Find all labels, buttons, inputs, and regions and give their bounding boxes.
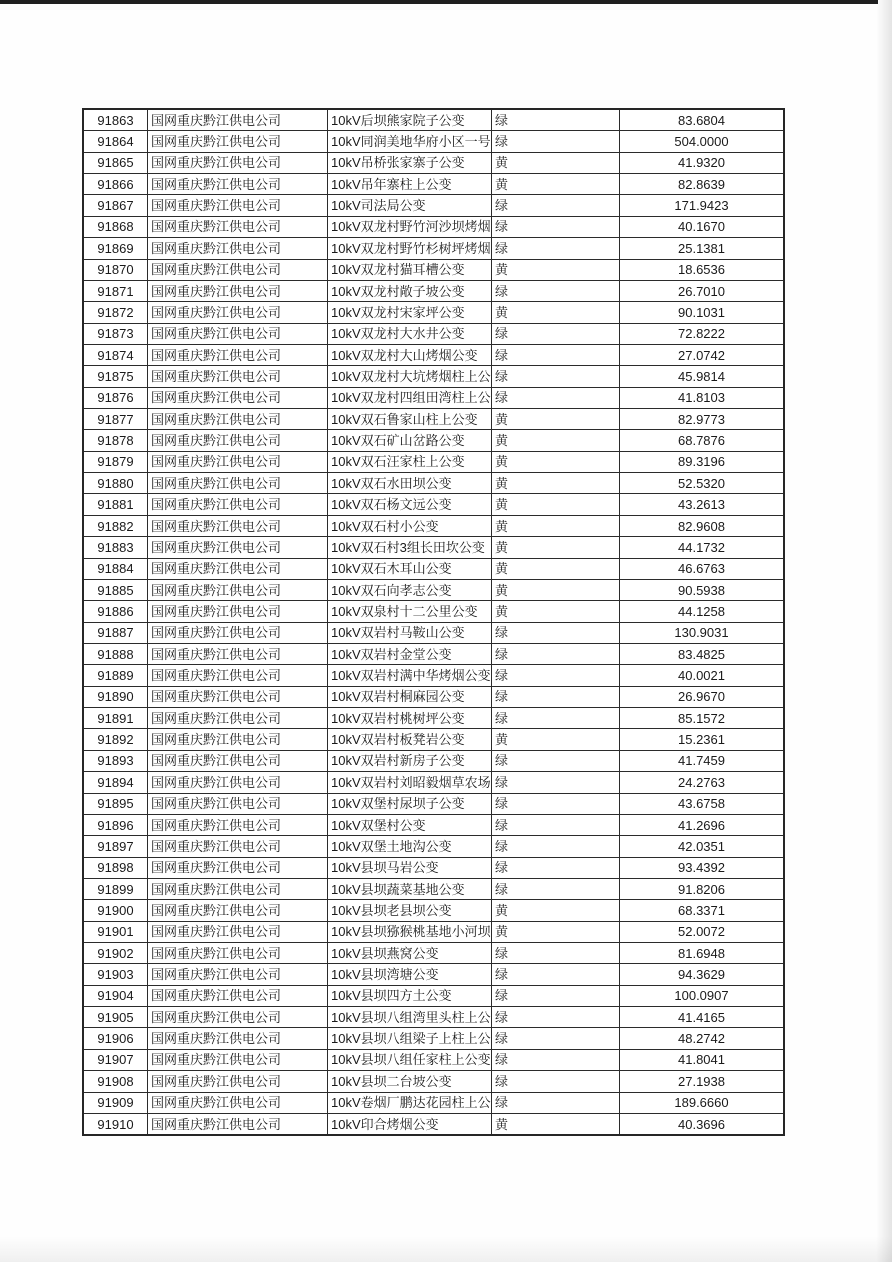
cell-metric-value: 83.4825 <box>678 646 725 662</box>
cell-company-name: 国网重庆黔江供电公司 <box>148 260 328 280</box>
cell-metric-value: 130.9031 <box>674 625 729 641</box>
cell-station-name: 10kV双龙村大坑烤烟柱上公 <box>328 366 492 386</box>
table-row <box>84 302 783 323</box>
table-row <box>84 1028 783 1049</box>
cell-row-id: 91900 <box>84 900 148 920</box>
cell-status-color: 绿 <box>492 366 620 386</box>
cell-metric-value: 40.3696 <box>678 1116 725 1132</box>
table-row <box>84 751 783 772</box>
table-row <box>84 964 783 985</box>
cell-metric-value: 82.9773 <box>678 411 725 427</box>
cell-row-id: 91874 <box>84 345 148 365</box>
table-row <box>84 815 783 836</box>
cell-row-id: 91880 <box>84 473 148 493</box>
table-row <box>84 1071 783 1092</box>
cell-company-name: 国网重庆黔江供电公司 <box>148 794 328 814</box>
cell-metric-value: 85.1572 <box>678 710 725 726</box>
cell-status-color: 绿 <box>492 943 620 963</box>
cell-metric-value: 83.6804 <box>678 112 725 128</box>
cell-station-name: 10kV双龙村大山烤烟公变 <box>328 345 492 365</box>
cell-row-id: 91901 <box>84 922 148 942</box>
cell-station-name: 10kV双堡村公变 <box>328 815 492 835</box>
cell-station-name: 10kV双龙村大水井公变 <box>328 324 492 344</box>
cell-metric-value: 48.2742 <box>678 1031 725 1047</box>
cell-row-id: 91894 <box>84 772 148 792</box>
cell-row-id: 91905 <box>84 1007 148 1027</box>
cell-row-id: 91882 <box>84 516 148 536</box>
cell-metric-value: 91.8206 <box>678 881 725 897</box>
cell-company-name: 国网重庆黔江供电公司 <box>148 452 328 472</box>
cell-row-id: 91899 <box>84 879 148 899</box>
cell-metric-value: 81.6948 <box>678 945 725 961</box>
cell-status-color: 绿 <box>492 794 620 814</box>
table-row <box>84 494 783 515</box>
table-row <box>84 836 783 857</box>
cell-metric-value: 15.2361 <box>678 732 725 748</box>
cell-row-id: 91892 <box>84 729 148 749</box>
cell-metric-value: 52.0072 <box>678 924 725 940</box>
cell-company-name: 国网重庆黔江供电公司 <box>148 238 328 258</box>
cell-row-id: 91896 <box>84 815 148 835</box>
cell-metric-value: 94.3629 <box>678 967 725 983</box>
table-row <box>84 665 783 686</box>
cell-company-name: 国网重庆黔江供电公司 <box>148 1007 328 1027</box>
cell-metric-value: 52.5320 <box>678 475 725 491</box>
cell-company-name: 国网重庆黔江供电公司 <box>148 302 328 322</box>
cell-row-id: 91865 <box>84 153 148 173</box>
cell-row-id: 91870 <box>84 260 148 280</box>
cell-row-id: 91887 <box>84 623 148 643</box>
cell-station-name: 10kV双龙村野竹河沙坝烤烟 <box>328 217 492 237</box>
cell-row-id: 91904 <box>84 986 148 1006</box>
cell-station-name: 10kV双岩村新房子公变 <box>328 751 492 771</box>
cell-station-name: 10kV双岩村金堂公变 <box>328 644 492 664</box>
table-row <box>84 516 783 537</box>
cell-company-name: 国网重庆黔江供电公司 <box>148 388 328 408</box>
cell-company-name: 国网重庆黔江供电公司 <box>148 174 328 194</box>
cell-company-name: 国网重庆黔江供电公司 <box>148 836 328 856</box>
cell-company-name: 国网重庆黔江供电公司 <box>148 986 328 1006</box>
cell-row-id: 91868 <box>84 217 148 237</box>
cell-company-name: 国网重庆黔江供电公司 <box>148 1093 328 1113</box>
table-row <box>84 345 783 366</box>
cell-station-name: 10kV县坝猕猴桃基地小河坝 <box>328 922 492 942</box>
table-row <box>84 537 783 558</box>
cell-company-name: 国网重庆黔江供电公司 <box>148 943 328 963</box>
table-row <box>84 794 783 815</box>
cell-metric-value: 41.7459 <box>678 753 725 769</box>
table-row <box>84 922 783 943</box>
cell-metric-value: 41.8103 <box>678 390 725 406</box>
cell-station-name: 10kV双岩村马鞍山公变 <box>328 623 492 643</box>
cell-status-color: 绿 <box>492 879 620 899</box>
cell-station-name: 10kV双岩村桐麻园公变 <box>328 687 492 707</box>
cell-company-name: 国网重庆黔江供电公司 <box>148 729 328 749</box>
cell-status-color: 黄 <box>492 729 620 749</box>
table-row <box>84 174 783 195</box>
cell-status-color: 绿 <box>492 195 620 215</box>
table-row <box>84 195 783 216</box>
table-row <box>84 452 783 473</box>
cell-status-color: 黄 <box>492 516 620 536</box>
cell-station-name: 10kV吊年寨柱上公变 <box>328 174 492 194</box>
table-row <box>84 1093 783 1114</box>
table-row <box>84 131 783 152</box>
table-row <box>84 366 783 387</box>
cell-company-name: 国网重庆黔江供电公司 <box>148 217 328 237</box>
cell-metric-value: 100.0907 <box>674 988 729 1004</box>
cell-status-color: 绿 <box>492 238 620 258</box>
cell-company-name: 国网重庆黔江供电公司 <box>148 324 328 344</box>
cell-row-id: 91864 <box>84 131 148 151</box>
cell-company-name: 国网重庆黔江供电公司 <box>148 516 328 536</box>
cell-company-name: 国网重庆黔江供电公司 <box>148 644 328 664</box>
table-row <box>84 324 783 345</box>
table-row <box>84 281 783 302</box>
table-row <box>84 986 783 1007</box>
cell-company-name: 国网重庆黔江供电公司 <box>148 110 328 130</box>
cell-metric-value: 26.7010 <box>678 283 725 299</box>
cell-status-color: 绿 <box>492 217 620 237</box>
cell-status-color: 绿 <box>492 388 620 408</box>
cell-metric-value: 24.2763 <box>678 774 725 790</box>
table-row <box>84 260 783 281</box>
cell-metric-value: 90.5938 <box>678 582 725 598</box>
cell-company-name: 国网重庆黔江供电公司 <box>148 601 328 621</box>
cell-station-name: 10kV县坝八组梁子上柱上公 <box>328 1028 492 1048</box>
cell-company-name: 国网重庆黔江供电公司 <box>148 815 328 835</box>
table-row <box>84 559 783 580</box>
cell-company-name: 国网重庆黔江供电公司 <box>148 195 328 215</box>
cell-metric-value: 43.2613 <box>678 497 725 513</box>
cell-station-name: 10kV双石村小公变 <box>328 516 492 536</box>
table-row <box>84 644 783 665</box>
cell-row-id: 91863 <box>84 110 148 130</box>
cell-row-id: 91879 <box>84 452 148 472</box>
cell-status-color: 黄 <box>492 260 620 280</box>
cell-status-color: 绿 <box>492 986 620 1006</box>
cell-metric-value: 40.1670 <box>678 219 725 235</box>
cell-status-color: 黄 <box>492 302 620 322</box>
cell-station-name: 10kV双泉村十二公里公变 <box>328 601 492 621</box>
cell-row-id: 91895 <box>84 794 148 814</box>
cell-row-id: 91872 <box>84 302 148 322</box>
cell-row-id: 91881 <box>84 494 148 514</box>
cell-row-id: 91893 <box>84 751 148 771</box>
cell-company-name: 国网重庆黔江供电公司 <box>148 1028 328 1048</box>
cell-station-name: 10kV县坝燕窝公变 <box>328 943 492 963</box>
cell-company-name: 国网重庆黔江供电公司 <box>148 687 328 707</box>
cell-metric-value: 82.9608 <box>678 518 725 534</box>
cell-company-name: 国网重庆黔江供电公司 <box>148 580 328 600</box>
cell-company-name: 国网重庆黔江供电公司 <box>148 409 328 429</box>
cell-status-color: 黄 <box>492 601 620 621</box>
cell-station-name: 10kV双石村3组长田坎公变 <box>328 537 492 557</box>
cell-row-id: 91878 <box>84 430 148 450</box>
cell-station-name: 10kV县坝老县坝公变 <box>328 900 492 920</box>
cell-row-id: 91898 <box>84 858 148 878</box>
cell-status-color: 绿 <box>492 964 620 984</box>
cell-company-name: 国网重庆黔江供电公司 <box>148 494 328 514</box>
cell-company-name: 国网重庆黔江供电公司 <box>148 537 328 557</box>
power-station-table <box>82 108 785 1136</box>
cell-row-id: 91888 <box>84 644 148 664</box>
cell-station-name: 10kV双岩村桃树坪公变 <box>328 708 492 728</box>
cell-row-id: 91877 <box>84 409 148 429</box>
cell-station-name: 10kV双石杨文远公变 <box>328 494 492 514</box>
cell-row-id: 91886 <box>84 601 148 621</box>
cell-company-name: 国网重庆黔江供电公司 <box>148 772 328 792</box>
cell-station-name: 10kV双龙村野竹杉树坪烤烟 <box>328 238 492 258</box>
cell-status-color: 黄 <box>492 430 620 450</box>
page-edge-shadow-right <box>876 0 892 1262</box>
cell-company-name: 国网重庆黔江供电公司 <box>148 922 328 942</box>
cell-row-id: 91907 <box>84 1050 148 1070</box>
table-row <box>84 430 783 451</box>
cell-metric-value: 45.9814 <box>678 368 725 384</box>
cell-status-color: 绿 <box>492 858 620 878</box>
cell-station-name: 10kV双岩村满中华烤烟公变 <box>328 665 492 685</box>
cell-status-color: 绿 <box>492 345 620 365</box>
cell-status-color: 绿 <box>492 772 620 792</box>
cell-status-color: 黄 <box>492 174 620 194</box>
table-row <box>84 900 783 921</box>
cell-metric-value: 25.1381 <box>678 240 725 256</box>
table-row <box>84 1050 783 1071</box>
cell-row-id: 91867 <box>84 195 148 215</box>
cell-row-id: 91903 <box>84 964 148 984</box>
table-row <box>84 623 783 644</box>
cell-status-color: 黄 <box>492 900 620 920</box>
cell-row-id: 91885 <box>84 580 148 600</box>
cell-status-color: 绿 <box>492 1071 620 1091</box>
cell-station-name: 10kV司法局公变 <box>328 195 492 215</box>
cell-row-id: 91908 <box>84 1071 148 1091</box>
cell-status-color: 绿 <box>492 1050 620 1070</box>
cell-station-name: 10kV双岩村板凳岩公变 <box>328 729 492 749</box>
cell-company-name: 国网重庆黔江供电公司 <box>148 473 328 493</box>
cell-company-name: 国网重庆黔江供电公司 <box>148 879 328 899</box>
cell-status-color: 黄 <box>492 559 620 579</box>
cell-metric-value: 171.9423 <box>674 198 729 214</box>
cell-row-id: 91884 <box>84 559 148 579</box>
cell-metric-value: 82.8639 <box>678 176 725 192</box>
cell-status-color: 绿 <box>492 324 620 344</box>
table-row <box>84 238 783 259</box>
cell-metric-value: 27.0742 <box>678 347 725 363</box>
cell-status-color: 黄 <box>492 922 620 942</box>
cell-station-name: 10kV双龙村宋家坪公变 <box>328 302 492 322</box>
cell-station-name: 10kV县坝八组任家柱上公变 <box>328 1050 492 1070</box>
table-row <box>84 1007 783 1028</box>
table-row <box>84 687 783 708</box>
cell-status-color: 绿 <box>492 751 620 771</box>
cell-station-name: 10kV双堡村尿坝子公变 <box>328 794 492 814</box>
cell-metric-value: 41.8041 <box>678 1052 725 1068</box>
page-edge-shadow-bottom <box>0 1236 892 1262</box>
cell-metric-value: 41.4165 <box>678 1009 725 1025</box>
cell-station-name: 10kV县坝蔬菜基地公变 <box>328 879 492 899</box>
table-row <box>84 580 783 601</box>
cell-metric-value: 89.3196 <box>678 454 725 470</box>
cell-station-name: 10kV县坝湾塘公变 <box>328 964 492 984</box>
cell-metric-value: 26.9670 <box>678 689 725 705</box>
cell-station-name: 10kV双石向孝志公变 <box>328 580 492 600</box>
cell-status-color: 黄 <box>492 494 620 514</box>
cell-metric-value: 46.6763 <box>678 561 725 577</box>
cell-company-name: 国网重庆黔江供电公司 <box>148 559 328 579</box>
cell-station-name: 10kV县坝二台坡公变 <box>328 1071 492 1091</box>
cell-metric-value: 189.6660 <box>674 1095 729 1111</box>
cell-status-color: 绿 <box>492 644 620 664</box>
table-row <box>84 1114 783 1134</box>
top-edge-bar <box>0 0 878 4</box>
cell-row-id: 91897 <box>84 836 148 856</box>
table-row <box>84 217 783 238</box>
cell-station-name: 10kV卷烟厂鹏达花园柱上公 <box>328 1093 492 1113</box>
cell-company-name: 国网重庆黔江供电公司 <box>148 281 328 301</box>
cell-company-name: 国网重庆黔江供电公司 <box>148 708 328 728</box>
cell-metric-value: 68.7876 <box>678 433 725 449</box>
cell-status-color: 绿 <box>492 1093 620 1113</box>
cell-metric-value: 90.1031 <box>678 304 725 320</box>
cell-company-name: 国网重庆黔江供电公司 <box>148 345 328 365</box>
cell-metric-value: 72.8222 <box>678 326 725 342</box>
cell-station-name: 10kV县坝四方土公变 <box>328 986 492 1006</box>
cell-status-color: 黄 <box>492 452 620 472</box>
cell-metric-value: 27.1938 <box>678 1073 725 1089</box>
cell-station-name: 10kV双龙村敞子坡公变 <box>328 281 492 301</box>
cell-metric-value: 40.0021 <box>678 668 725 684</box>
cell-metric-value: 43.6758 <box>678 796 725 812</box>
cell-status-color: 黄 <box>492 409 620 429</box>
cell-status-color: 绿 <box>492 110 620 130</box>
cell-metric-value: 42.0351 <box>678 838 725 854</box>
cell-station-name: 10kV同润美地华府小区一号 <box>328 131 492 151</box>
cell-row-id: 91891 <box>84 708 148 728</box>
cell-company-name: 国网重庆黔江供电公司 <box>148 858 328 878</box>
table-row <box>84 388 783 409</box>
cell-station-name: 10kV双岩村刘昭毅烟草农场 <box>328 772 492 792</box>
cell-status-color: 绿 <box>492 281 620 301</box>
table-row <box>84 601 783 622</box>
cell-company-name: 国网重庆黔江供电公司 <box>148 153 328 173</box>
cell-company-name: 国网重庆黔江供电公司 <box>148 430 328 450</box>
cell-metric-value: 68.3371 <box>678 902 725 918</box>
cell-status-color: 绿 <box>492 687 620 707</box>
cell-company-name: 国网重庆黔江供电公司 <box>148 900 328 920</box>
cell-station-name: 10kV印合烤烟公变 <box>328 1114 492 1134</box>
cell-company-name: 国网重庆黔江供电公司 <box>148 964 328 984</box>
cell-status-color: 黄 <box>492 1114 620 1134</box>
cell-station-name: 10kV双龙村猫耳槽公变 <box>328 260 492 280</box>
cell-status-color: 绿 <box>492 708 620 728</box>
cell-metric-value: 93.4392 <box>678 860 725 876</box>
cell-status-color: 绿 <box>492 623 620 643</box>
table-row <box>84 708 783 729</box>
cell-row-id: 91890 <box>84 687 148 707</box>
cell-status-color: 绿 <box>492 665 620 685</box>
cell-row-id: 91876 <box>84 388 148 408</box>
cell-metric-value: 41.9320 <box>678 155 725 171</box>
cell-metric-value: 41.2696 <box>678 817 725 833</box>
cell-company-name: 国网重庆黔江供电公司 <box>148 751 328 771</box>
cell-row-id: 91871 <box>84 281 148 301</box>
cell-station-name: 10kV双石木耳山公变 <box>328 559 492 579</box>
cell-company-name: 国网重庆黔江供电公司 <box>148 131 328 151</box>
cell-company-name: 国网重庆黔江供电公司 <box>148 1114 328 1134</box>
cell-station-name: 10kV双石鲁家山柱上公变 <box>328 409 492 429</box>
table-row <box>84 110 783 131</box>
table-row <box>84 772 783 793</box>
table-row <box>84 473 783 494</box>
cell-station-name: 10kV双龙村四组田湾柱上公 <box>328 388 492 408</box>
cell-row-id: 91869 <box>84 238 148 258</box>
cell-row-id: 91866 <box>84 174 148 194</box>
cell-row-id: 91902 <box>84 943 148 963</box>
table-row <box>84 943 783 964</box>
cell-status-color: 黄 <box>492 537 620 557</box>
cell-station-name: 10kV双石汪家柱上公变 <box>328 452 492 472</box>
cell-station-name: 10kV双堡土地沟公变 <box>328 836 492 856</box>
cell-company-name: 国网重庆黔江供电公司 <box>148 1071 328 1091</box>
cell-status-color: 绿 <box>492 836 620 856</box>
cell-station-name: 10kV后坝熊家院子公变 <box>328 110 492 130</box>
table-row <box>84 153 783 174</box>
cell-row-id: 91883 <box>84 537 148 557</box>
cell-company-name: 国网重庆黔江供电公司 <box>148 366 328 386</box>
cell-metric-value: 44.1732 <box>678 539 725 555</box>
cell-row-id: 91910 <box>84 1114 148 1134</box>
cell-status-color: 黄 <box>492 473 620 493</box>
cell-status-color: 绿 <box>492 1028 620 1048</box>
cell-station-name: 10kV吊桥张家寨子公变 <box>328 153 492 173</box>
table-row <box>84 409 783 430</box>
cell-status-color: 绿 <box>492 131 620 151</box>
cell-station-name: 10kV县坝八组湾里头柱上公 <box>328 1007 492 1027</box>
cell-row-id: 91873 <box>84 324 148 344</box>
cell-status-color: 绿 <box>492 1007 620 1027</box>
cell-status-color: 黄 <box>492 153 620 173</box>
cell-station-name: 10kV双石矿山岔路公变 <box>328 430 492 450</box>
cell-company-name: 国网重庆黔江供电公司 <box>148 1050 328 1070</box>
cell-metric-value: 44.1258 <box>678 603 725 619</box>
cell-row-id: 91906 <box>84 1028 148 1048</box>
cell-company-name: 国网重庆黔江供电公司 <box>148 623 328 643</box>
table-row <box>84 858 783 879</box>
table-row <box>84 879 783 900</box>
cell-row-id: 91889 <box>84 665 148 685</box>
cell-metric-value: 18.6536 <box>678 262 725 278</box>
cell-status-color: 黄 <box>492 580 620 600</box>
cell-station-name: 10kV双石水田坝公变 <box>328 473 492 493</box>
cell-status-color: 绿 <box>492 815 620 835</box>
cell-row-id: 91909 <box>84 1093 148 1113</box>
cell-company-name: 国网重庆黔江供电公司 <box>148 665 328 685</box>
table-row <box>84 729 783 750</box>
cell-metric-value: 504.0000 <box>674 134 729 150</box>
cell-row-id: 91875 <box>84 366 148 386</box>
cell-station-name: 10kV县坝马岩公变 <box>328 858 492 878</box>
